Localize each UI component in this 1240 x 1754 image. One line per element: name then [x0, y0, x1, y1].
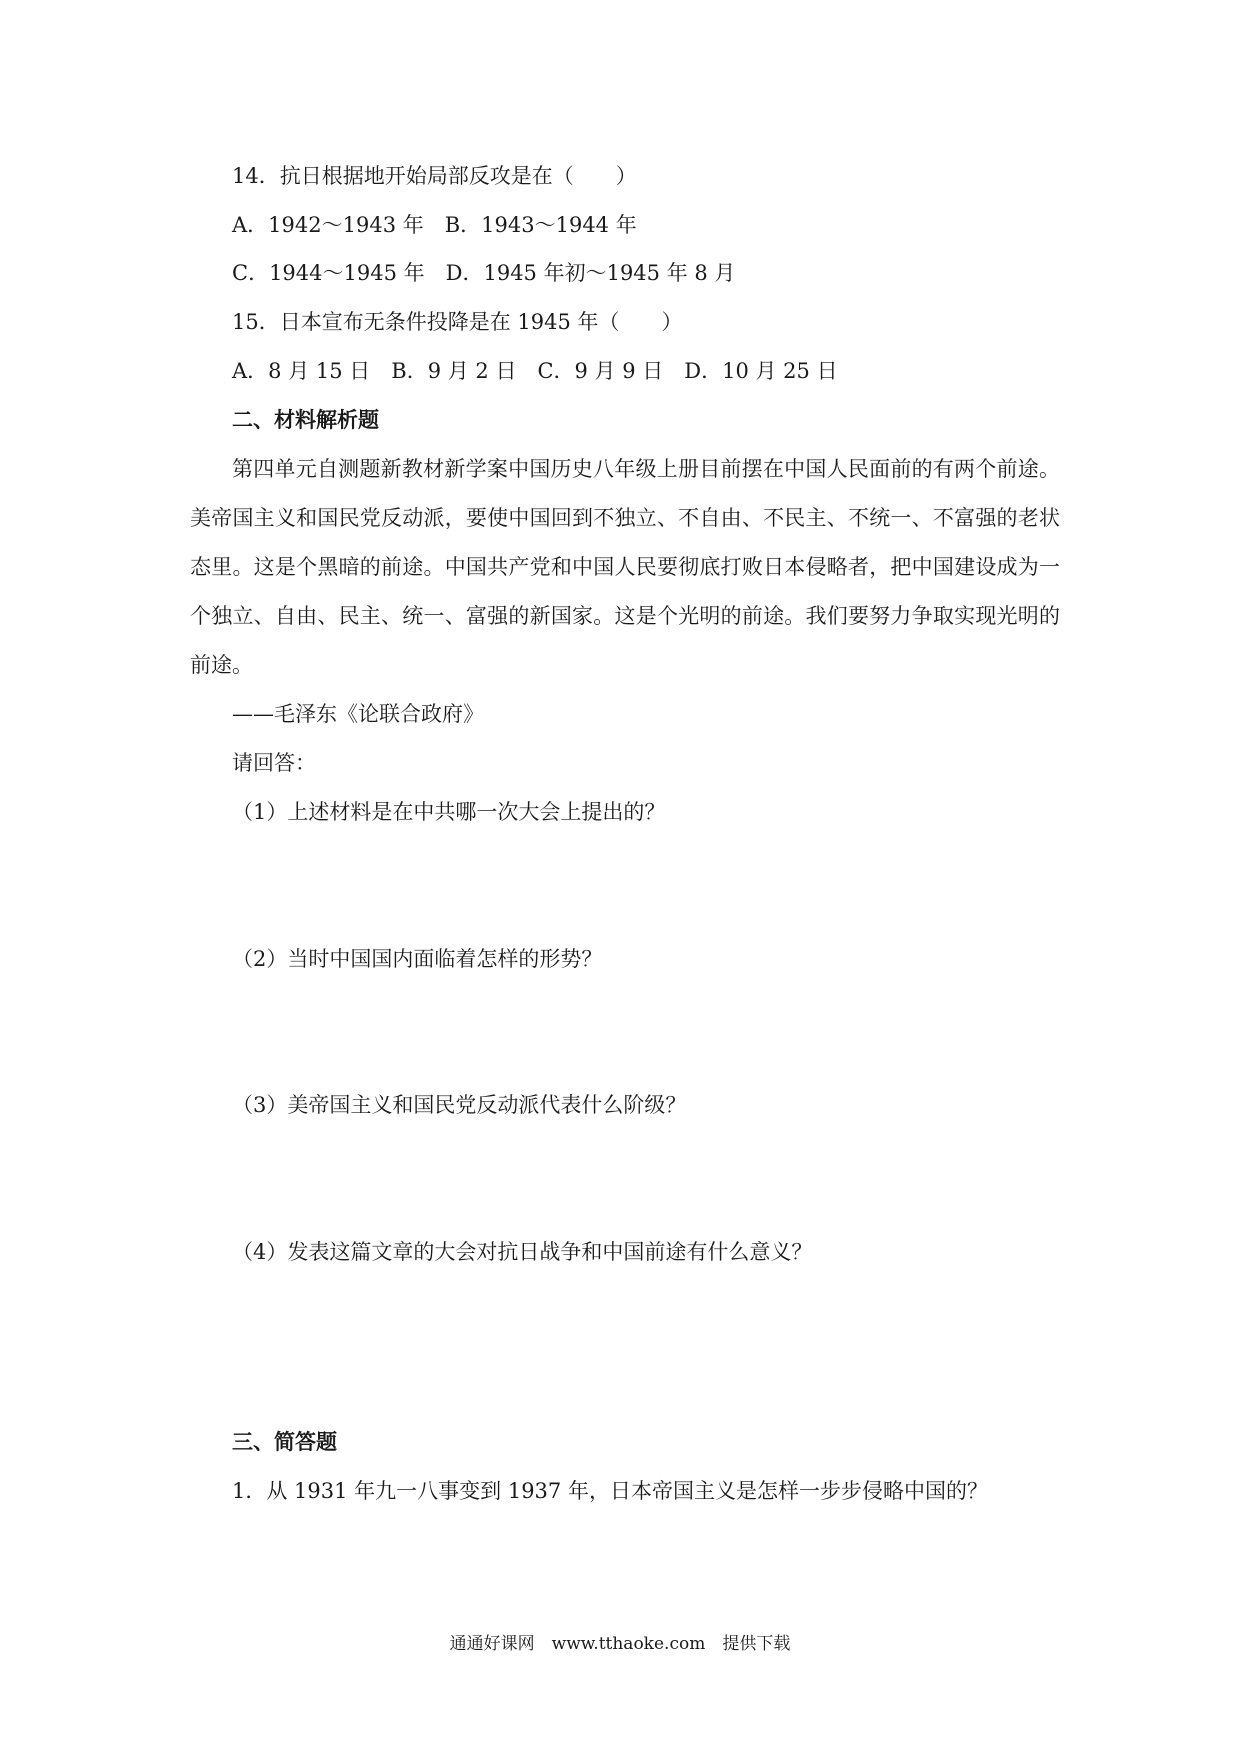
answer-prompt: 请回答：: [232, 751, 316, 775]
page-footer: 通通好课网 www.tthaoke.com 提供下载: [449, 1634, 791, 1654]
question-14-options-ab: A．1942～1943 年 B．1943～1944 年: [232, 213, 637, 237]
question-14-stem: 14．抗日根据地开始局部反攻是在（ ）: [232, 164, 637, 188]
sub-question-1: （1）上述材料是在中共哪一次大会上提出的？: [232, 800, 666, 824]
material-source: ——毛泽东《论联合政府》: [232, 702, 484, 726]
section-2-heading: 二、材料解析题: [232, 408, 379, 432]
question-15-options: A．8 月 15 日 B．9 月 2 日 C．9 月 9 日 D．10 月 25 日: [232, 359, 838, 383]
sub-question-2: （2）当时中国国内面临着怎样的形势？: [232, 947, 603, 971]
question-14-options-cd: C．1944～1945 年 D．1945 年初～1945 年 8 月: [232, 261, 736, 285]
question-15-stem: 15．日本宣布无条件投降是在 1945 年（ ）: [232, 310, 683, 334]
section-3-heading: 三、简答题: [232, 1430, 337, 1454]
material-paragraph: 第四单元自测题新教材新学案中国历史八年级上册目前摆在中国人民面前的有两个前途。美帝国主义和国民党反动派，要使中国回到不独立、不自由、不民主、不统一、不富强的老状态里。这是个黑暗的前途。中国共产党和中国人民要彻底打败日本侵略者，把中国建设成为一个独立、自由、民主、统一、富强的新国家。这是个光明的前途。我们要努力争取实现光明的前途。: [190, 457, 1060, 677]
sub-question-3: （3）美帝国主义和国民党反动派代表什么阶级？: [232, 1093, 687, 1117]
sub-question-4: （4）发表这篇文章的大会对抗日战争和中国前途有什么意义？: [232, 1240, 813, 1264]
short-answer-question-1: 1．从 1931 年九一八事变到 1937 年，日本帝国主义是怎样一步步侵略中国的？: [232, 1479, 988, 1503]
